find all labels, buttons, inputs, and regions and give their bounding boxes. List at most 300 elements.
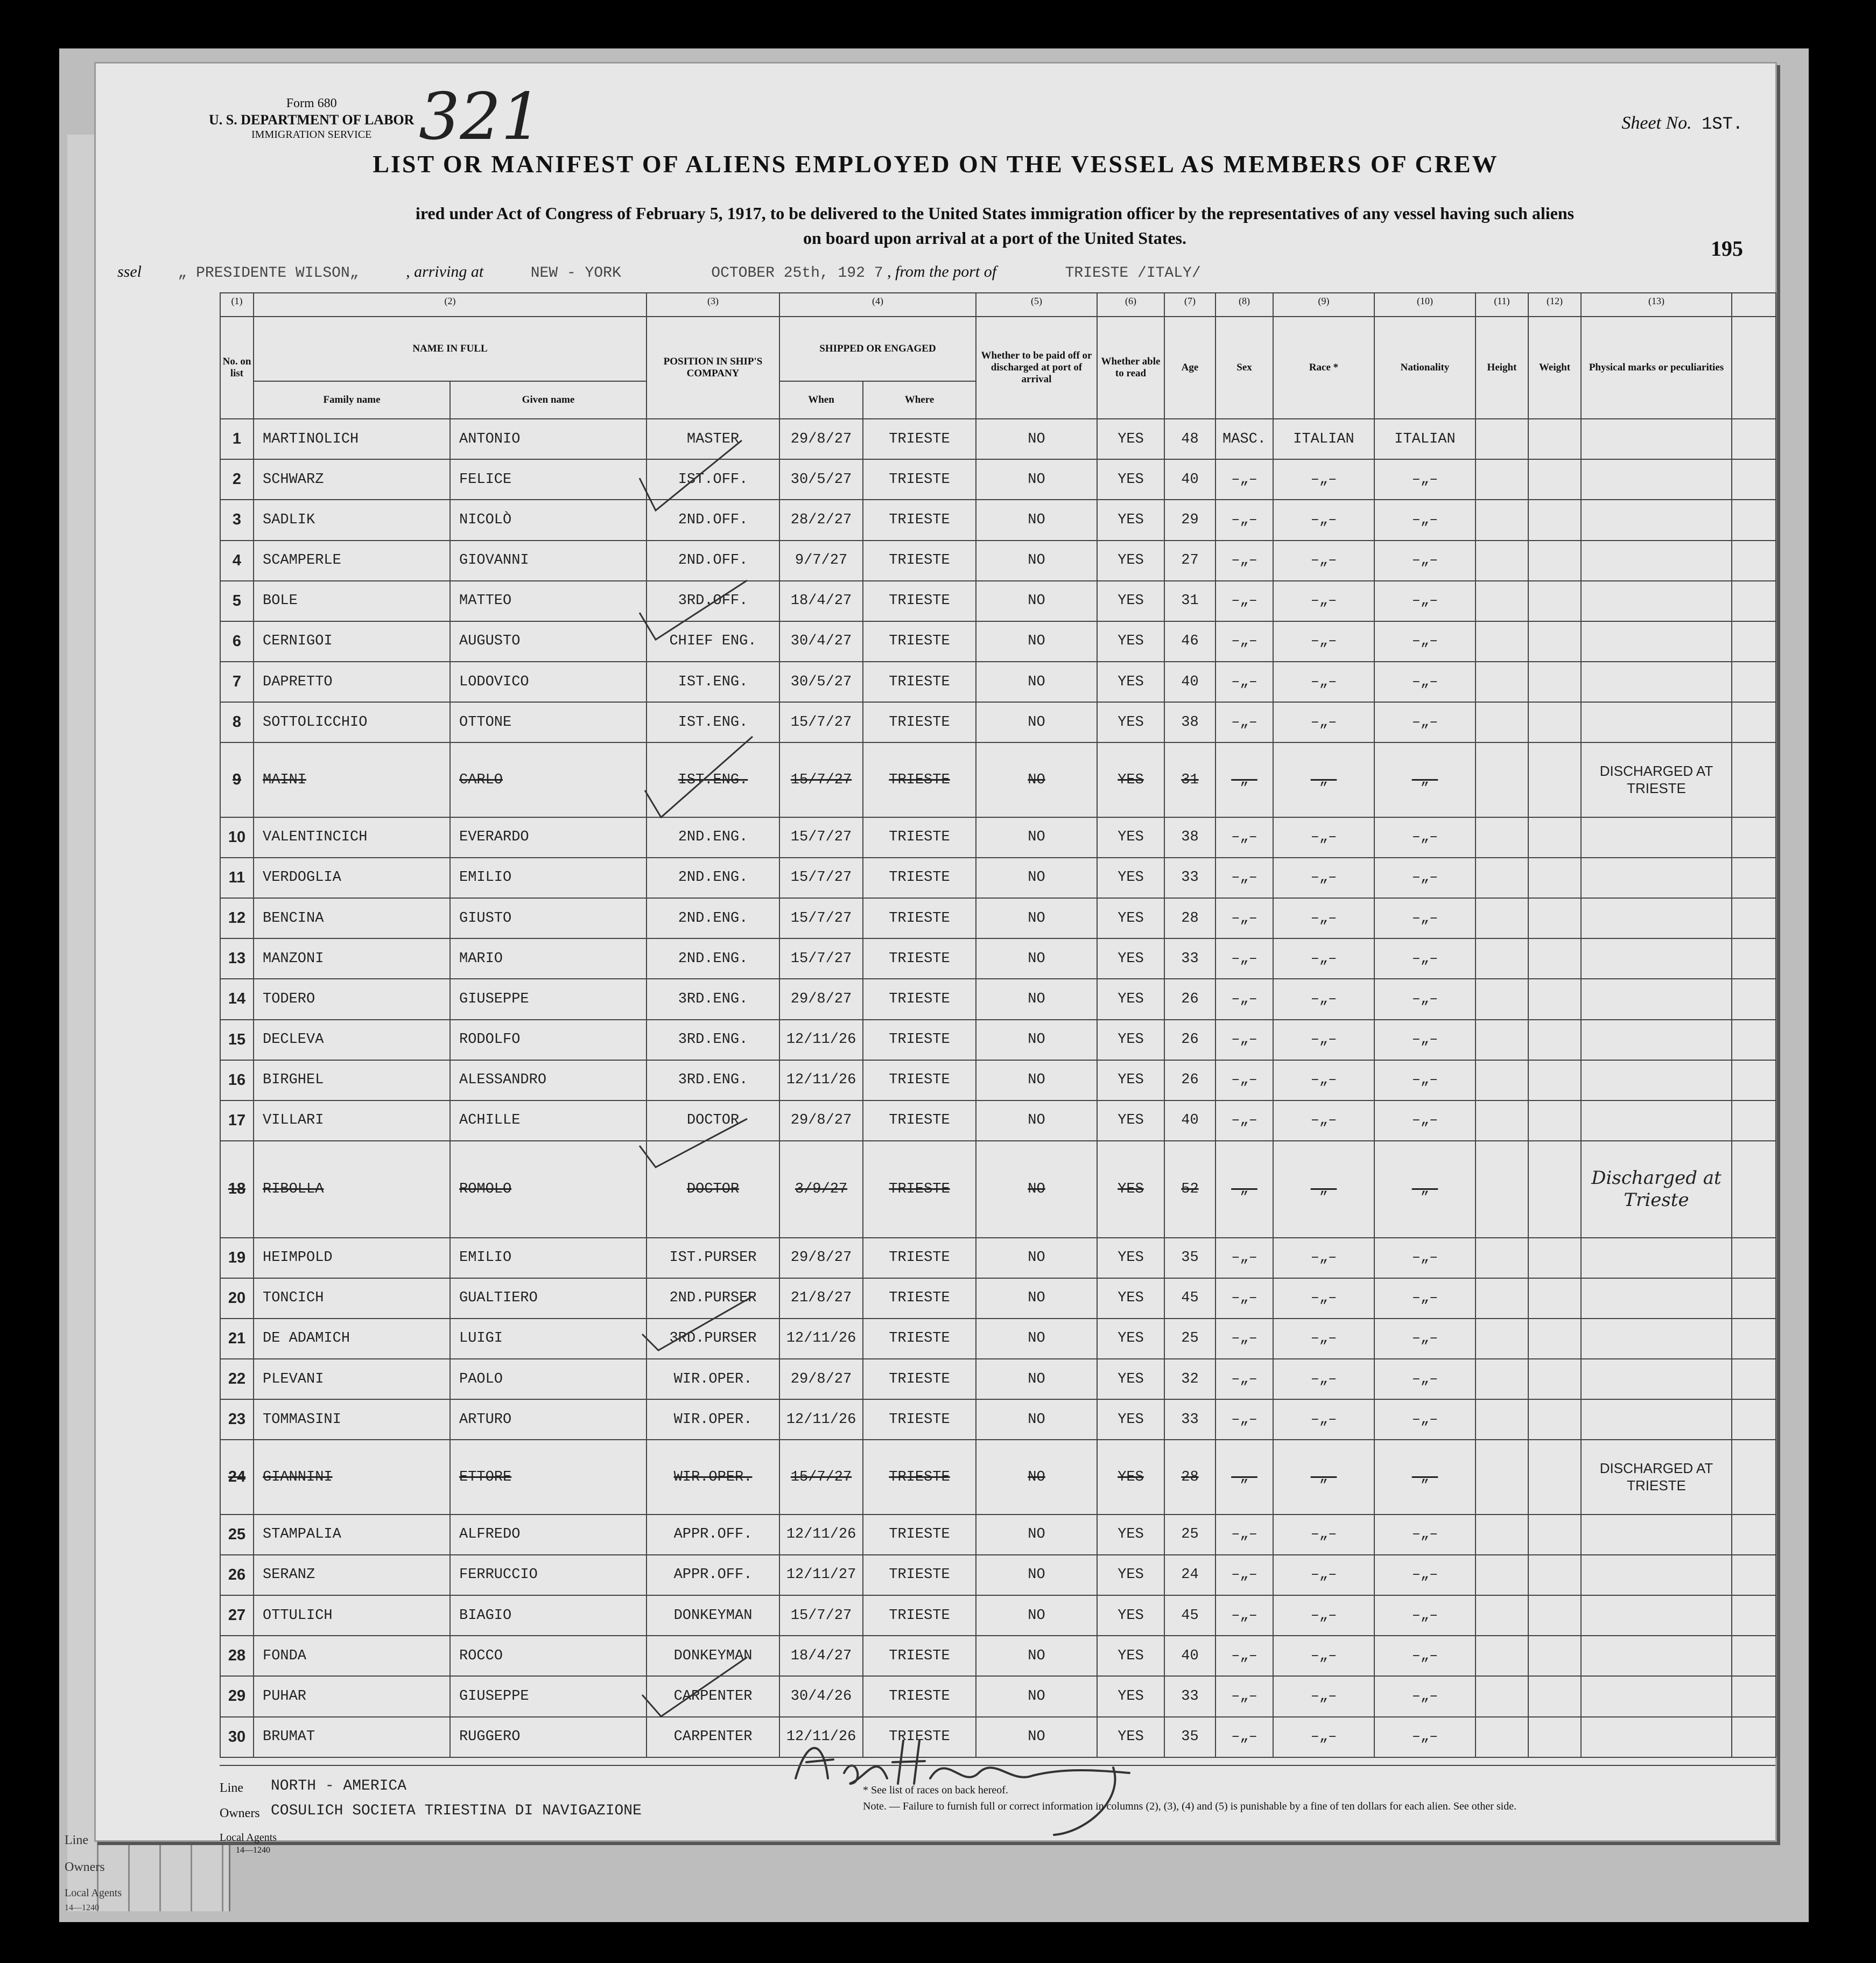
cell-age: 40	[1164, 662, 1215, 702]
cell-age: 26	[1164, 979, 1215, 1019]
cell-extra	[1732, 1399, 1776, 1440]
cell-race: –„–	[1273, 979, 1374, 1019]
table-row	[220, 459, 1776, 500]
cell-weight	[1528, 817, 1581, 858]
cell-age: 40	[1164, 459, 1215, 500]
cell-sex: –„–	[1215, 1595, 1273, 1636]
cell-nationality: –„–	[1374, 581, 1475, 621]
cell-no: 7	[220, 662, 254, 702]
header-extra	[1732, 317, 1776, 419]
cell-height	[1475, 621, 1528, 662]
cell-physical-marks	[1581, 541, 1732, 581]
cell-extra	[1732, 1319, 1776, 1359]
header-height: Height	[1475, 317, 1528, 419]
cell-able-to-read: YES	[1097, 459, 1164, 500]
subtitle-line-2: on board upon arrival at a port of the United States.	[803, 228, 1186, 248]
cell-sex: –„–	[1215, 1278, 1273, 1319]
cell-able-to-read: YES	[1097, 1319, 1164, 1359]
cell-extra	[1732, 662, 1776, 702]
cell-discharged: NO	[976, 1399, 1097, 1440]
table-row	[220, 1359, 1776, 1399]
cell-race: ITALIAN	[1273, 419, 1374, 459]
cell-family-name: SCAMPERLE	[254, 541, 450, 581]
cell-race: –„–	[1273, 621, 1374, 662]
cell-age: 38	[1164, 817, 1215, 858]
handwritten-number: 321	[419, 80, 543, 155]
cell-nationality: –„–	[1374, 1100, 1475, 1141]
cell-nationality: –„–	[1374, 742, 1475, 817]
cell-nationality: –„–	[1374, 1595, 1475, 1636]
cell-where: TRIESTE	[863, 898, 976, 938]
service-name: IMMIGRATION SERVICE	[251, 128, 372, 141]
cell-when: 29/8/27	[779, 1238, 863, 1278]
cell-race: –„–	[1273, 742, 1374, 817]
cell-nationality: –„–	[1374, 1278, 1475, 1319]
cell-physical-marks	[1581, 1515, 1732, 1555]
cell-position: CARPENTER	[647, 1717, 779, 1757]
cell-where: TRIESTE	[863, 1515, 976, 1555]
cell-extra	[1732, 979, 1776, 1019]
owners-label: Owners	[220, 1806, 260, 1820]
cell-sex: –„–	[1215, 500, 1273, 540]
cell-family-name: VILLARI	[254, 1100, 450, 1141]
cell-weight	[1528, 858, 1581, 898]
cell-given-name: ARTURO	[450, 1399, 647, 1440]
cell-physical-marks	[1581, 500, 1732, 540]
header-sex: Sex	[1215, 317, 1273, 419]
header-nationality: Nationality	[1374, 317, 1475, 419]
cell-age: 35	[1164, 1717, 1215, 1757]
header-weight: Weight	[1528, 317, 1581, 419]
table-row	[220, 541, 1776, 581]
cell-family-name: HEIMPOLD	[254, 1238, 450, 1278]
cell-age: 33	[1164, 858, 1215, 898]
cell-no: 8	[220, 702, 254, 742]
cell-no: 28	[220, 1636, 254, 1676]
cell-physical-marks	[1581, 979, 1732, 1019]
arrival-date: OCTOBER 25th, 192 7	[711, 265, 883, 282]
cell-family-name: CERNIGOI	[254, 621, 450, 662]
cell-discharged: NO	[976, 541, 1097, 581]
vessel-label: ssel	[117, 263, 142, 281]
cell-nationality: –„–	[1374, 1060, 1475, 1100]
arriving-label: , arriving at	[406, 263, 484, 281]
cell-physical-marks	[1581, 1238, 1732, 1278]
cell-when: 12/11/27	[779, 1555, 863, 1595]
vessel-line	[117, 263, 1705, 282]
cell-race: –„–	[1273, 1060, 1374, 1100]
cell-age: 27	[1164, 541, 1215, 581]
cell-given-name: ROCCO	[450, 1636, 647, 1676]
cell-discharged: NO	[976, 662, 1097, 702]
cell-nationality: –„–	[1374, 662, 1475, 702]
cell-extra	[1732, 1100, 1776, 1141]
cell-position: 2ND.ENG.	[647, 858, 779, 898]
cell-extra	[1732, 419, 1776, 459]
cell-family-name: MARTINOLICH	[254, 419, 450, 459]
cell-weight	[1528, 1555, 1581, 1595]
cell-when: 15/7/27	[779, 742, 863, 817]
cell-weight	[1528, 1238, 1581, 1278]
cell-sex: –„–	[1215, 1555, 1273, 1595]
cell-discharged: NO	[976, 898, 1097, 938]
back-line-label: Line	[65, 1833, 88, 1847]
cell-given-name: FERRUCCIO	[450, 1555, 647, 1595]
cell-able-to-read: YES	[1097, 898, 1164, 938]
table-row	[220, 1141, 1776, 1238]
cell-no: 3	[220, 500, 254, 540]
cell-able-to-read: YES	[1097, 1636, 1164, 1676]
cell-where: TRIESTE	[863, 1636, 976, 1676]
cell-given-name: GUALTIERO	[450, 1278, 647, 1319]
cell-height	[1475, 702, 1528, 742]
cell-where: TRIESTE	[863, 581, 976, 621]
cell-nationality: –„–	[1374, 1555, 1475, 1595]
cell-where: TRIESTE	[863, 1717, 976, 1757]
cell-discharged: NO	[976, 621, 1097, 662]
cell-extra	[1732, 581, 1776, 621]
cell-race: –„–	[1273, 1238, 1374, 1278]
cell-given-name: MARIO	[450, 938, 647, 979]
cell-extra	[1732, 1060, 1776, 1100]
page-title: LIST OR MANIFEST OF ALIENS EMPLOYED ON THE VESSEL AS MEMBERS OF CREW	[373, 150, 1499, 178]
cell-race: –„–	[1273, 1676, 1374, 1716]
cell-where: TRIESTE	[863, 742, 976, 817]
cell-when: 12/11/26	[779, 1399, 863, 1440]
table-row	[220, 858, 1776, 898]
cell-able-to-read: YES	[1097, 541, 1164, 581]
cell-given-name: LODOVICO	[450, 662, 647, 702]
cell-position: 2ND.OFF.	[647, 500, 779, 540]
cell-discharged: NO	[976, 858, 1097, 898]
table-row	[220, 621, 1776, 662]
cell-physical-marks	[1581, 1595, 1732, 1636]
cell-nationality: –„–	[1374, 459, 1475, 500]
cell-age: 33	[1164, 1676, 1215, 1716]
cell-physical-marks	[1581, 1636, 1732, 1676]
table-row	[220, 419, 1776, 459]
cell-position: 3RD.OFF.	[647, 581, 779, 621]
cell-no: 27	[220, 1595, 254, 1636]
cell-able-to-read: YES	[1097, 1555, 1164, 1595]
cell-able-to-read: YES	[1097, 1676, 1164, 1716]
table-row	[220, 1238, 1776, 1278]
cell-where: TRIESTE	[863, 702, 976, 742]
cell-able-to-read: YES	[1097, 1717, 1164, 1757]
cell-height	[1475, 1238, 1528, 1278]
cell-race: –„–	[1273, 1319, 1374, 1359]
cell-extra	[1732, 621, 1776, 662]
cell-no: 10	[220, 817, 254, 858]
cell-sex: –„–	[1215, 1717, 1273, 1757]
col-num-10: (10)	[1374, 293, 1475, 317]
cell-when: 9/7/27	[779, 541, 863, 581]
col-num-12: (12)	[1528, 293, 1581, 317]
cell-age: 48	[1164, 419, 1215, 459]
cell-given-name: EMILIO	[450, 1238, 647, 1278]
cell-weight	[1528, 742, 1581, 817]
cell-sex: –„–	[1215, 858, 1273, 898]
header-name-in-full: NAME IN FULL	[254, 317, 647, 381]
cell-family-name: BENCINA	[254, 898, 450, 938]
cell-weight	[1528, 938, 1581, 979]
cell-weight	[1528, 1515, 1581, 1555]
cell-age: 28	[1164, 898, 1215, 938]
col-num-3: (3)	[647, 293, 779, 317]
cell-age: 32	[1164, 1359, 1215, 1399]
cell-no: 26	[220, 1555, 254, 1595]
cell-nationality: –„–	[1374, 938, 1475, 979]
cell-race: –„–	[1273, 1020, 1374, 1060]
cell-age: 29	[1164, 500, 1215, 540]
cell-sex: –„–	[1215, 1100, 1273, 1141]
cell-where: TRIESTE	[863, 1440, 976, 1514]
cell-age: 25	[1164, 1515, 1215, 1555]
cell-discharged: NO	[976, 1440, 1097, 1514]
cell-able-to-read: YES	[1097, 858, 1164, 898]
cell-sex: –„–	[1215, 1359, 1273, 1399]
cell-discharged: NO	[976, 1636, 1097, 1676]
cell-where: TRIESTE	[863, 1238, 976, 1278]
cell-discharged: NO	[976, 702, 1097, 742]
cell-age: 46	[1164, 621, 1215, 662]
cell-where: TRIESTE	[863, 1141, 976, 1238]
table-row	[220, 742, 1776, 817]
table-row	[220, 817, 1776, 858]
cell-age: 35	[1164, 1238, 1215, 1278]
cell-nationality: –„–	[1374, 858, 1475, 898]
cell-nationality: –„–	[1374, 1676, 1475, 1716]
cell-physical-marks	[1581, 1100, 1732, 1141]
cell-physical-marks	[1581, 1278, 1732, 1319]
departure-port: TRIESTE /ITALY/	[1065, 265, 1201, 282]
cell-given-name: GIUSEPPE	[450, 1676, 647, 1716]
cell-nationality: –„–	[1374, 1515, 1475, 1555]
cell-no: 4	[220, 541, 254, 581]
cell-given-name: ACHILLE	[450, 1100, 647, 1141]
cell-extra	[1732, 938, 1776, 979]
cell-when: 29/8/27	[779, 1359, 863, 1399]
cell-race: –„–	[1273, 1555, 1374, 1595]
cell-family-name: BOLE	[254, 581, 450, 621]
cell-weight	[1528, 1020, 1581, 1060]
cell-able-to-read: YES	[1097, 979, 1164, 1019]
cell-extra	[1732, 898, 1776, 938]
cell-family-name: SERANZ	[254, 1555, 450, 1595]
cell-no: 19	[220, 1238, 254, 1278]
cell-where: TRIESTE	[863, 1278, 976, 1319]
cell-position: WIR.OPER.	[647, 1399, 779, 1440]
table-row	[220, 1399, 1776, 1440]
cell-able-to-read: YES	[1097, 742, 1164, 817]
cell-discharged: NO	[976, 1359, 1097, 1399]
cell-extra	[1732, 1020, 1776, 1060]
cell-discharged: NO	[976, 1676, 1097, 1716]
back-owners-label: Owners	[65, 1860, 105, 1874]
table-row	[220, 500, 1776, 540]
cell-race: –„–	[1273, 662, 1374, 702]
cell-physical-marks	[1581, 898, 1732, 938]
cell-no: 20	[220, 1278, 254, 1319]
cell-age: 38	[1164, 702, 1215, 742]
cell-age: 45	[1164, 1278, 1215, 1319]
cell-where: TRIESTE	[863, 621, 976, 662]
cell-sex: –„–	[1215, 979, 1273, 1019]
cell-age: 33	[1164, 938, 1215, 979]
cell-age: 26	[1164, 1060, 1215, 1100]
table-row	[220, 581, 1776, 621]
cell-when: 30/5/27	[779, 459, 863, 500]
cell-weight	[1528, 702, 1581, 742]
cell-age: 31	[1164, 581, 1215, 621]
cell-family-name: PUHAR	[254, 1676, 450, 1716]
cell-sex: –„–	[1215, 1636, 1273, 1676]
cell-nationality: –„–	[1374, 1319, 1475, 1359]
cell-family-name: SCHWARZ	[254, 459, 450, 500]
cell-physical-marks	[1581, 938, 1732, 979]
cell-nationality: –„–	[1374, 1238, 1475, 1278]
col-num-extra	[1732, 293, 1776, 317]
cell-able-to-read: YES	[1097, 938, 1164, 979]
local-agents-label: Local Agents	[220, 1832, 277, 1843]
cell-age: 26	[1164, 1020, 1215, 1060]
cell-given-name: ALESSANDRO	[450, 1060, 647, 1100]
cell-height	[1475, 500, 1528, 540]
cell-race: –„–	[1273, 1717, 1374, 1757]
cell-position: IST.ENG.	[647, 702, 779, 742]
cell-no: 29	[220, 1676, 254, 1716]
cell-sex: –„–	[1215, 581, 1273, 621]
cell-when: 12/11/26	[779, 1060, 863, 1100]
header-when: When	[779, 381, 863, 419]
cell-weight	[1528, 459, 1581, 500]
cell-discharged: NO	[976, 1595, 1097, 1636]
cell-when: 12/11/26	[779, 1717, 863, 1757]
cell-no: 2	[220, 459, 254, 500]
cell-able-to-read: YES	[1097, 662, 1164, 702]
cell-given-name: AUGUSTO	[450, 621, 647, 662]
subtitle-line-1: ired under Act of Congress of February 5, 1917, to be delivered to the United States immigration officer by the representatives of any vessel having such aliens	[415, 204, 1575, 223]
cell-height	[1475, 1060, 1528, 1100]
cell-weight	[1528, 898, 1581, 938]
cell-given-name: GIUSEPPE	[450, 979, 647, 1019]
cell-when: 3/9/27	[779, 1141, 863, 1238]
col-num-4: (4)	[779, 293, 976, 317]
table-row	[220, 1100, 1776, 1141]
cell-able-to-read: YES	[1097, 1399, 1164, 1440]
cell-discharged: NO	[976, 1515, 1097, 1555]
cell-when: 18/4/27	[779, 581, 863, 621]
cell-discharged: NO	[976, 1238, 1097, 1278]
cell-age: 40	[1164, 1100, 1215, 1141]
cell-where: TRIESTE	[863, 1555, 976, 1595]
cell-weight	[1528, 1399, 1581, 1440]
cell-where: TRIESTE	[863, 817, 976, 858]
cell-nationality: –„–	[1374, 817, 1475, 858]
cell-race: –„–	[1273, 1100, 1374, 1141]
cell-family-name: TONCICH	[254, 1278, 450, 1319]
header-no-on-list: No. on list	[220, 317, 254, 419]
col-num-7: (7)	[1164, 293, 1215, 317]
cell-discharged: NO	[976, 1717, 1097, 1757]
cell-height	[1475, 541, 1528, 581]
cell-sex: –„–	[1215, 1399, 1273, 1440]
cell-physical-marks	[1581, 1060, 1732, 1100]
cell-position: DONKEYMAN	[647, 1636, 779, 1676]
cell-weight	[1528, 1717, 1581, 1757]
cell-able-to-read: YES	[1097, 702, 1164, 742]
cell-height	[1475, 581, 1528, 621]
cell-discharged: NO	[976, 1060, 1097, 1100]
cell-physical-marks	[1581, 1676, 1732, 1716]
cell-weight	[1528, 1636, 1581, 1676]
back-agents-label: Local Agents	[65, 1887, 122, 1899]
cell-when: 15/7/27	[779, 1595, 863, 1636]
cell-position: DOCTOR	[647, 1141, 779, 1238]
cell-physical-marks	[1581, 1717, 1732, 1757]
cell-extra	[1732, 1676, 1776, 1716]
cell-sex: MASC.	[1215, 419, 1273, 459]
sheet-number	[1621, 113, 1743, 134]
col-num-2: (2)	[254, 293, 647, 317]
cell-when: 15/7/27	[779, 938, 863, 979]
cell-when: 21/8/27	[779, 1278, 863, 1319]
cell-race: –„–	[1273, 1399, 1374, 1440]
crew-manifest-table	[220, 292, 1775, 1758]
cell-family-name: VALENTINCICH	[254, 817, 450, 858]
cell-position: MASTER	[647, 419, 779, 459]
cell-given-name: OTTONE	[450, 702, 647, 742]
cell-able-to-read: YES	[1097, 817, 1164, 858]
cell-weight	[1528, 1278, 1581, 1319]
from-label: , from the port of	[887, 263, 997, 281]
cell-sex: –„–	[1215, 1020, 1273, 1060]
cell-race: –„–	[1273, 541, 1374, 581]
cell-where: TRIESTE	[863, 1060, 976, 1100]
cell-sex: –„–	[1215, 1676, 1273, 1716]
cell-weight	[1528, 1676, 1581, 1716]
col-num-6: (6)	[1097, 293, 1164, 317]
cell-height	[1475, 742, 1528, 817]
cell-no: 21	[220, 1319, 254, 1359]
local-agents-code: 14—1240	[236, 1846, 270, 1855]
cell-given-name: ETTORE	[450, 1440, 647, 1514]
cell-sex: –„–	[1215, 1319, 1273, 1359]
cell-position: WIR.OPER.	[647, 1359, 779, 1399]
cell-nationality: –„–	[1374, 1141, 1475, 1238]
cell-nationality: –„–	[1374, 1020, 1475, 1060]
table-row	[220, 702, 1776, 742]
cell-race: –„–	[1273, 500, 1374, 540]
header-race: Race *	[1273, 317, 1374, 419]
cell-family-name: SOTTOLICCHIO	[254, 702, 450, 742]
cell-where: TRIESTE	[863, 500, 976, 540]
cell-age: 40	[1164, 1636, 1215, 1676]
cell-position: 2ND.ENG.	[647, 817, 779, 858]
line-value: NORTH - AMERICA	[271, 1778, 407, 1794]
cell-given-name: LUIGI	[450, 1319, 647, 1359]
cell-no: 18	[220, 1141, 254, 1238]
cell-weight	[1528, 1141, 1581, 1238]
header-physical-marks: Physical marks or peculiarities	[1581, 317, 1732, 419]
cell-family-name: DAPRETTO	[254, 662, 450, 702]
col-num-11: (11)	[1475, 293, 1528, 317]
cell-age: 28	[1164, 1440, 1215, 1514]
cell-when: 12/11/26	[779, 1020, 863, 1060]
cell-weight	[1528, 1359, 1581, 1399]
cell-sex: –„–	[1215, 662, 1273, 702]
cell-family-name: MANZONI	[254, 938, 450, 979]
